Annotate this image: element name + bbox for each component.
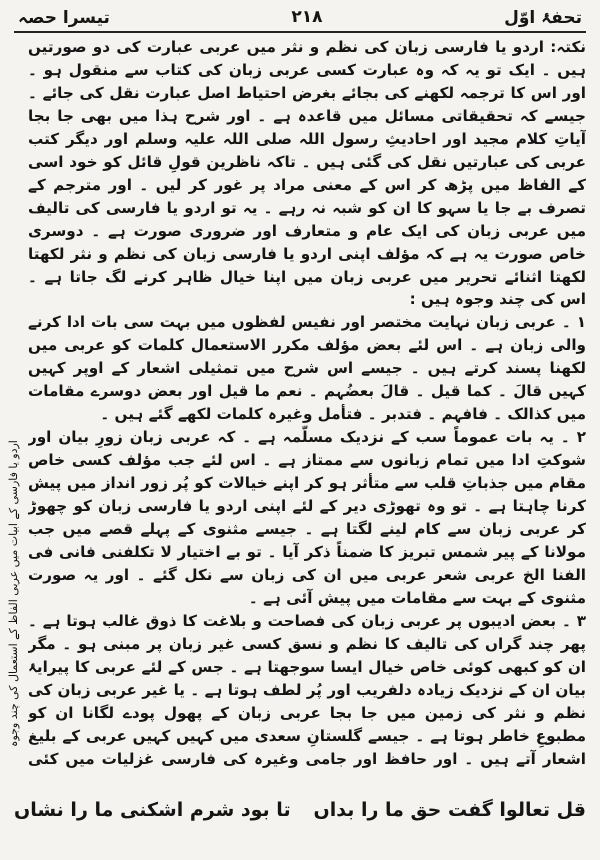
header-rule bbox=[14, 31, 586, 33]
paragraph: ۲ ۔ یہ بات عموماً سب کے نزدیک مسلّمہ ہے ۔ کہ عربی زبان زورِ بیان اور شوکتِ ادا میں تمام زبانوں سے ممتاز ہے ۔ اس لئے جب مؤلف کسی خاص مقام میں جذباتِ قلب سے متأثر ہو کر اپنے خیالات کو پُر زور انداز میں پیش کرنا چاہتا ہے ۔ تو وہ تھوڑی دیر کے لئے اپنی اردو یا فارسی زبان کو چھوڑ کر عربی زبان سے کام لینے لگتا ہے ۔ جیسے مثنوی کے پہلے قصے میں جب مولانا کے پیر شمس تبریز کا ضمناً ذکر آیا ۔ تو بے اختیار لا تکلفنی فانی فی الفنا الخ عربی شعر عربی میں ان کی زبان سے نکل گئے ۔ اور یہ صورت مثنوی کے بہت سے مقامات میں پیش آئی ہے ۔ bbox=[28, 428, 586, 607]
paragraph: ۳ ۔ بعض ادیبوں پر عربی زبان کی فصاحت و بلاغت کا ذوق غالب ہوتا ہے ۔ پھر چند گراں کی تالیف کا نظم و نسق کسی غیر زبان پر مبنی ہو ۔ مگر ان کو کبھی کوئی خاص خیال ایسا سوجھتا ہے ۔ جس کے لئے عربی کا پیرایۂ بیان ان کے نزدیک زیادہ دلفریب اور پُر لطف ہوتا ہے ۔ یا غیر عربی زبان کی نظم و نثر کی زمین میں جا بجا عربی زبان کے پھول پودے لگانا ان کو مطبوعِ خاطر ہوتا ہے ۔ جیسے گلستانِ سعدی میں کہیں کہیں عربی کے بلیغ اشعار آتے ہیں ۔ اور حافظ اور جامی وغیرہ کی فارسی غزلیات میں کئی bbox=[28, 611, 586, 768]
page-header bbox=[18, 4, 582, 30]
paragraph: ۱ ۔ عربی زبان نہایت مختصر اور نفیس لفظوں میں بہت سی بات ادا کرنے والی زبان ہے ۔ اس لئے بعض مؤلف مکرر الاستعمال کلمات کو عربی میں لکھنا پسند کرتے ہیں ۔ جیسے اس شرح میں تمثیلی اشعار کے اوپر کہیں کہیں قالَ ۔ کما قیل ۔ قالَ بعضُہم ۔ نعم ما قیل اور بعض دوسرے مقامات میں کذالک ۔ فافہم ۔ فتدبر ۔ فتأمل وغیرہ کلمات لکھے گئے ہیں ۔ bbox=[28, 313, 586, 424]
book-title: تحفۂ اوّل bbox=[504, 7, 582, 28]
paragraph: نکتہ: اردو یا فارسی زبان کی نظم و نثر میں عربی عبارت کی دو صورتیں ہیں ۔ ایک تو یہ کہ وہ عبارت کسی عربی زبان کی کتاب سے منقول ہو ۔ اور اس کا ترجمہ لکھنے کی بجائے بغرض احتیاط اصل عبارت نقل کی جائے ۔ جیسے کہ تحقیقاتی مسائل میں قاعدہ ہے ۔ اور شرح ہذا میں بھی جا بجا آیاتِ کلام مجید اور احادیثِ رسول اللہ صلی اللہ علیہ وسلم اور دیگر کتب عربی کی عبارتیں نقل کی گئی ہیں ۔ تاکہ ناظرین قولِ قائل کو خود اسی کے الفاظ میں پڑھ کر اس کے معنی مراد پر غور کر لیں ۔ اور مترجم کے تصرف بے جا یا سہو کا ان کو شبہ نہ رہے ۔ یہ تو اردو یا فارسی کی تالیف میں عربی زبان کی ایک عام و متعارف اور ضروری صورت ہے ۔ دوسری خاص صورت یہ ہے کہ مؤلف اپنی اردو یا فارسی زبان کی نظم و نثر لکھتا لکھتا اثنائے تحریر میں عربی زبان میں اپنا خیال ظاہر کرنے لگ جاتا ہے ۔ اس کی چند وجوہ ہیں : bbox=[28, 38, 586, 309]
verse-couplet bbox=[14, 786, 586, 834]
section-label: تیسرا حصہ bbox=[18, 7, 110, 28]
margin-note: اردو یا فارسی کے ابیات میں عربی الفاظ کے استعمال کی چند وجوہ bbox=[7, 440, 20, 747]
main-text bbox=[28, 36, 586, 772]
verse-first-hemistich: قل تعالوا گفت حق ما را بداں bbox=[313, 799, 586, 821]
page-number: ۲۱۸ bbox=[291, 7, 323, 27]
verse-second-hemistich: تا بود شرم اشکنی ما را نشاں bbox=[14, 799, 291, 821]
